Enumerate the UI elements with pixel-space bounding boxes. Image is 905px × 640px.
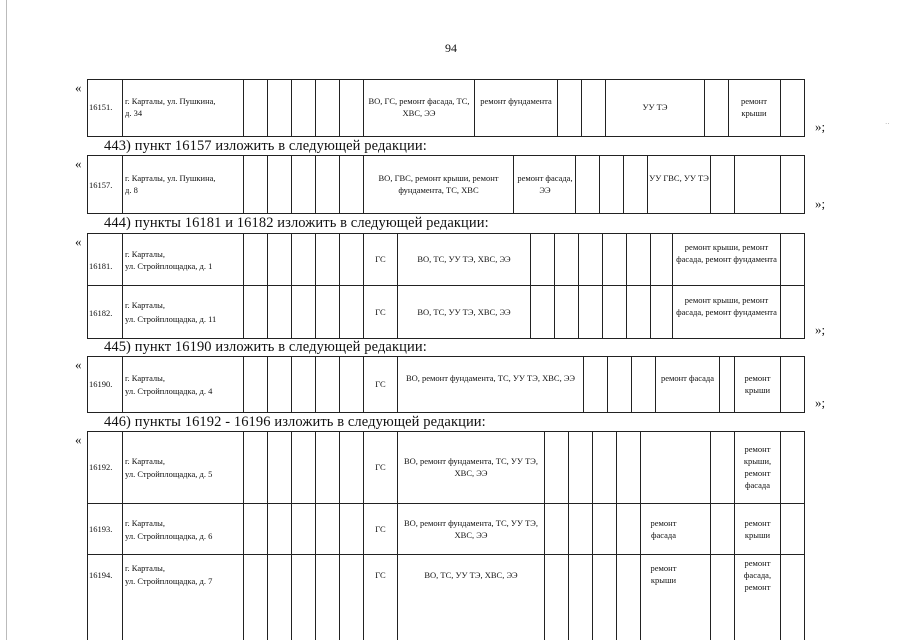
work-item: ремонт крыши, ремонт фасада: [743, 444, 772, 490]
table-16181-16182: [87, 233, 805, 339]
section-heading-444: 444) пункты 16181 и 16182 изложить в следующей редакции:: [104, 215, 489, 231]
address-line-2: д. 34: [125, 108, 143, 118]
close-mark: »;: [815, 395, 826, 410]
work-gs: ГС: [375, 307, 386, 317]
section-heading-446: 446) пункты 16192 - 16196 изложить в следующей редакции:: [104, 414, 486, 430]
work-item: ремонт фундамента: [480, 96, 552, 106]
open-quote: «: [75, 432, 82, 447]
row-number: 16181.: [89, 261, 113, 271]
work-item: ремонт крыши, ремонт фасада, ремонт фундамента: [676, 242, 777, 264]
address-line-2: ул. Стройплощадка, д. 6: [125, 531, 213, 541]
address-line-2: ул. Стройплощадка, д. 7: [125, 576, 213, 586]
open-quote: «: [75, 156, 82, 171]
works-list: ВО, ГС, ремонт фасада, ТС, ХВС, ЭЭ: [368, 96, 470, 118]
works-list: ВО, ремонт фундамента, ТС, УУ ТЭ, ХВС, ЭЭ: [403, 456, 539, 478]
close-mark: »;: [815, 196, 826, 211]
address-line-1: г. Карталы,: [125, 518, 165, 528]
work-item: ремонт крыши: [650, 563, 677, 585]
works-list: ВО, ТС, УУ ТЭ, ХВС, ЭЭ: [424, 570, 518, 580]
work-item: ремонт крыши, ремонт фасада, ремонт фундамента: [676, 295, 777, 317]
address-line-1: г. Карталы,: [125, 563, 165, 573]
address-line-1: г. Карталы,: [125, 373, 165, 383]
table-16190: [87, 356, 805, 413]
work-gs: ГС: [375, 379, 386, 389]
work-item: УУ ГВС, УУ ТЭ: [649, 173, 709, 183]
work-item: ремонт фасада, ремонт: [743, 558, 772, 592]
work-item: УУ ТЭ: [642, 102, 668, 112]
address-line-2: д. 8: [125, 185, 138, 195]
work-item: ремонт крыши: [744, 373, 771, 395]
section-heading-445: 445) пункт 16190 изложить в следующей редакции:: [104, 339, 427, 355]
address-line-1: г. Карталы,: [125, 300, 165, 310]
row-number: 16182.: [89, 308, 113, 318]
table-16192-16196: [87, 431, 805, 640]
works-list: ВО, ремонт фундамента, ТС, УУ ТЭ, ХВС, ЭЭ: [405, 373, 576, 383]
address-line-2: ул. Стройплощадка, д. 1: [125, 261, 213, 271]
row-number: 16190.: [89, 379, 113, 389]
address-line-1: г. Карталы, ул. Пушкина,: [125, 173, 216, 183]
work-item: ремонт крыши: [741, 96, 767, 118]
works-list: ВО, ТС, УУ ТЭ, ХВС, ЭЭ: [417, 254, 511, 264]
work-gs: ГС: [375, 524, 386, 534]
page-number: 94: [445, 41, 457, 55]
open-quote: «: [75, 80, 82, 95]
work-item: ремонт фасада, ЭЭ: [517, 173, 573, 195]
section-heading-443: 443) пункт 16157 изложить в следующей редакции:: [104, 138, 427, 154]
work-item: ремонт фасада: [650, 518, 677, 540]
address-line-1: г. Карталы,: [125, 249, 165, 259]
scan-margin-line: [6, 0, 7, 640]
works-list: ВО, ГВС, ремонт крыши, ремонт фундамента, ТС, ХВС: [378, 173, 499, 195]
table-16151: [87, 79, 805, 137]
address-line-2: ул. Стройплощадка, д. 5: [125, 469, 213, 479]
row-number: 16193.: [89, 524, 113, 534]
work-gs: ГС: [375, 462, 386, 472]
work-gs: ГС: [375, 254, 386, 264]
table-16157: [87, 155, 805, 214]
address-line-2: ул. Стройплощадка, д. 11: [125, 314, 217, 324]
scan-edge-mark: ··: [885, 120, 890, 128]
row-number: 16157.: [89, 180, 113, 190]
works-list: ВО, ремонт фундамента, ТС, УУ ТЭ, ХВС, ЭЭ: [403, 518, 539, 540]
work-gs: ГС: [375, 570, 386, 580]
row-number: 16192.: [89, 462, 113, 472]
address-line-2: ул. Стройплощадка, д. 4: [125, 386, 213, 396]
work-item: ремонт крыши: [744, 518, 771, 540]
close-mark: »;: [815, 119, 826, 134]
row-number: 16194.: [89, 570, 113, 580]
close-mark: »;: [815, 322, 826, 337]
address-line-1: г. Карталы, ул. Пушкина,: [125, 96, 216, 106]
address-line-1: г. Карталы,: [125, 456, 165, 466]
open-quote: «: [75, 357, 82, 372]
open-quote: «: [75, 234, 82, 249]
works-list: ВО, ТС, УУ ТЭ, ХВС, ЭЭ: [417, 307, 511, 317]
work-item: ремонт фасада: [660, 373, 715, 383]
row-number: 16151.: [89, 102, 113, 112]
